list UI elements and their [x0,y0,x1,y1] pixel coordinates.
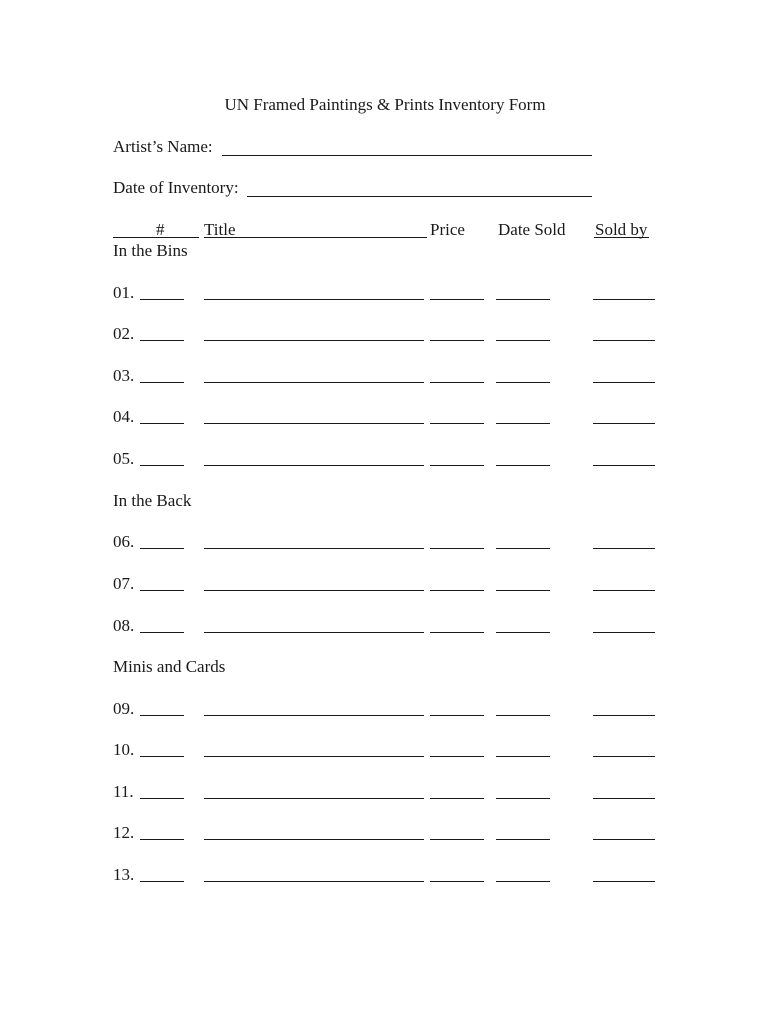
title-blank[interactable] [204,839,424,840]
sold-by-blank[interactable] [593,632,655,633]
title-blank[interactable] [204,798,424,799]
price-blank[interactable] [430,839,484,840]
price-blank[interactable] [430,423,484,424]
title-blank[interactable] [204,590,424,591]
number-blank[interactable] [140,798,184,799]
date-of-inventory-label: Date of Inventory: [113,178,239,197]
price-blank[interactable] [430,632,484,633]
sold-by-blank[interactable] [593,881,655,882]
title-blank[interactable] [204,382,424,383]
title-blank[interactable] [204,548,424,549]
date-sold-blank[interactable] [496,632,550,633]
row-number: 09. [113,699,135,718]
date-sold-blank[interactable] [496,839,550,840]
sold-by-blank[interactable] [593,465,655,466]
date-sold-blank[interactable] [496,590,550,591]
date-sold-blank[interactable] [496,465,550,466]
date-sold-blank[interactable] [496,382,550,383]
row-number: 02. [113,324,135,343]
sold-by-blank[interactable] [593,299,655,300]
row-number: 07. [113,574,135,593]
price-blank[interactable] [430,590,484,591]
sold-by-blank[interactable] [593,839,655,840]
row-number: 06. [113,532,135,551]
row-number: 13. [113,865,135,884]
title-blank[interactable] [204,465,424,466]
title-blank[interactable] [204,632,424,633]
date-sold-blank[interactable] [496,881,550,882]
number-blank[interactable] [140,548,184,549]
number-blank[interactable] [140,590,184,591]
title-blank[interactable] [204,423,424,424]
sold-by-blank[interactable] [593,340,655,341]
section-heading: Minis and Cards [113,657,226,676]
column-header-number: # [156,220,165,239]
number-blank[interactable] [140,465,184,466]
artist-name-field[interactable] [222,155,592,156]
price-blank[interactable] [430,299,484,300]
title-blank[interactable] [204,299,424,300]
row-number: 11. [113,782,134,801]
number-blank[interactable] [140,881,184,882]
header-underline-title [204,237,427,238]
price-blank[interactable] [430,465,484,466]
sold-by-blank[interactable] [593,715,655,716]
sold-by-blank[interactable] [593,382,655,383]
title-blank[interactable] [204,881,424,882]
date-sold-blank[interactable] [496,756,550,757]
price-blank[interactable] [430,340,484,341]
column-header-date-sold: Date Sold [498,220,566,239]
number-blank[interactable] [140,340,184,341]
column-header-title: Title [204,220,236,239]
sold-by-blank[interactable] [593,423,655,424]
title-blank[interactable] [204,756,424,757]
date-of-inventory-field[interactable] [247,196,592,197]
row-number: 01. [113,283,135,302]
date-sold-blank[interactable] [496,423,550,424]
number-blank[interactable] [140,299,184,300]
number-blank[interactable] [140,715,184,716]
number-blank[interactable] [140,839,184,840]
price-blank[interactable] [430,715,484,716]
row-number: 04. [113,407,135,426]
section-heading: In the Back [113,491,192,510]
sold-by-blank[interactable] [593,590,655,591]
number-blank[interactable] [140,632,184,633]
date-sold-blank[interactable] [496,299,550,300]
title-blank[interactable] [204,715,424,716]
number-blank[interactable] [140,756,184,757]
date-sold-blank[interactable] [496,340,550,341]
number-blank[interactable] [140,382,184,383]
row-number: 05. [113,449,135,468]
artist-name-label: Artist’s Name: [113,137,213,156]
row-number: 10. [113,740,135,759]
form-title: UN Framed Paintings & Prints Inventory Form [224,95,546,114]
row-number: 08. [113,616,135,635]
sold-by-blank[interactable] [593,798,655,799]
sold-by-blank[interactable] [593,548,655,549]
date-sold-blank[interactable] [496,715,550,716]
title-blank[interactable] [204,340,424,341]
price-blank[interactable] [430,382,484,383]
price-blank[interactable] [430,798,484,799]
price-blank[interactable] [430,881,484,882]
column-header-sold-by: Sold by [595,220,648,239]
sold-by-blank[interactable] [593,756,655,757]
section-heading: In the Bins [113,241,188,260]
number-blank[interactable] [140,423,184,424]
row-number: 12. [113,823,135,842]
price-blank[interactable] [430,548,484,549]
date-sold-blank[interactable] [496,798,550,799]
price-blank[interactable] [430,756,484,757]
column-header-price: Price [430,220,465,239]
row-number: 03. [113,366,135,385]
date-sold-blank[interactable] [496,548,550,549]
